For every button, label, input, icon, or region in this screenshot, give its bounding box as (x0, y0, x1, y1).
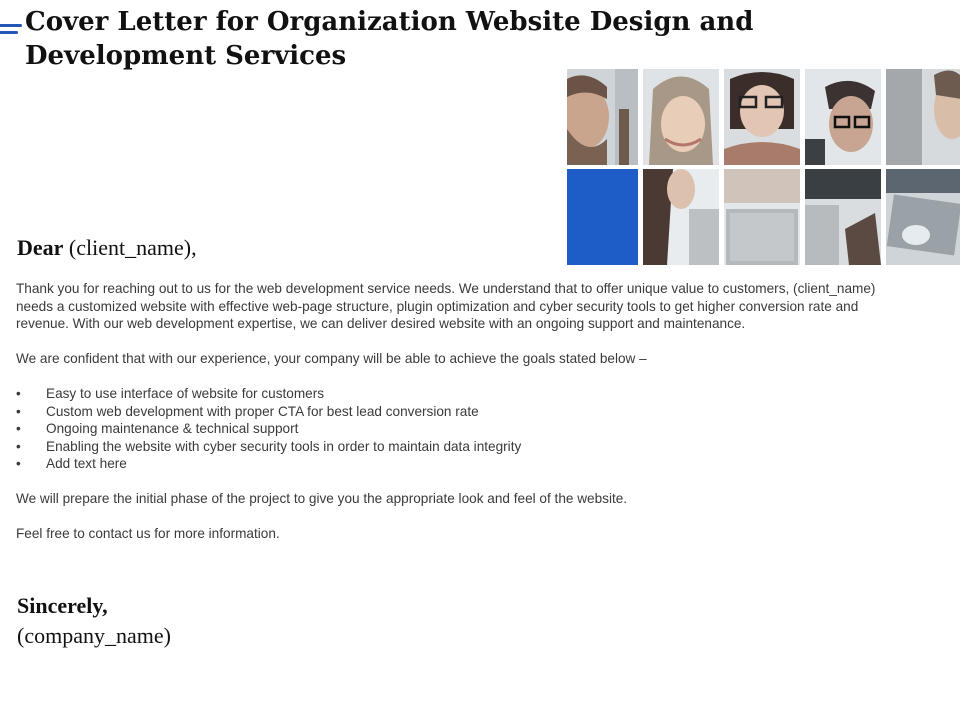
company-name-placeholder: (company_name) (17, 623, 171, 648)
client-name-placeholder: (client_name), (68, 235, 197, 260)
list-item: • Custom web development with proper CTA for best lead conversion rate (16, 403, 876, 421)
man-glasses-photo (805, 69, 881, 165)
phase-paragraph: We will prepare the initial phase of the project to give you the appropriate look and feel of the website. (16, 491, 628, 506)
list-item: • Ongoing maintenance & technical support (16, 420, 876, 438)
laptop-photo (724, 169, 800, 265)
accent-bar (0, 31, 18, 34)
list-item: • Enabling the website with cyber security tools in order to maintain data integrity (16, 438, 876, 456)
photo-collage (567, 69, 960, 265)
woman-smiling-photo (643, 69, 719, 165)
page-title: Cover Letter for Organization Website Design and Development Services (25, 7, 754, 71)
accent-bar (0, 24, 22, 27)
man-smiling-photo (567, 69, 638, 165)
person-partial-photo (886, 69, 960, 165)
woman-laptop-photo (643, 169, 719, 265)
contact-paragraph: Feel free to contact us for more information. (16, 526, 280, 541)
blue-tile (567, 169, 638, 265)
goals-intro-paragraph: We are confident that with our experience, your company will be able to achieve the goals stated below – (16, 351, 647, 366)
man-laptop-photo (805, 169, 881, 265)
title-accent-bars (0, 24, 22, 38)
woman-glasses-photo (724, 69, 800, 165)
intro-paragraph: Thank you for reaching out to us for the web development service needs. We understand that to offer unique value to customers, (client_name) needs a customized website with effective web-page structure, plugin optimization and cyber security tools to get higher conversion rate and revenue. With our web development expertise, we can deliver desired website with an ongoing support and maintenance. (16, 281, 876, 331)
salutation-dear: Dear (17, 235, 64, 260)
hand-tablet-photo (886, 169, 960, 265)
list-item: • Easy to use interface of website for customers (16, 385, 876, 403)
closing: Sincerely, (17, 593, 108, 618)
letter-signoff (17, 591, 171, 651)
goals-list (16, 385, 876, 473)
letter-body (16, 280, 876, 543)
list-item: • Add text here (16, 455, 876, 473)
salutation (17, 235, 197, 261)
